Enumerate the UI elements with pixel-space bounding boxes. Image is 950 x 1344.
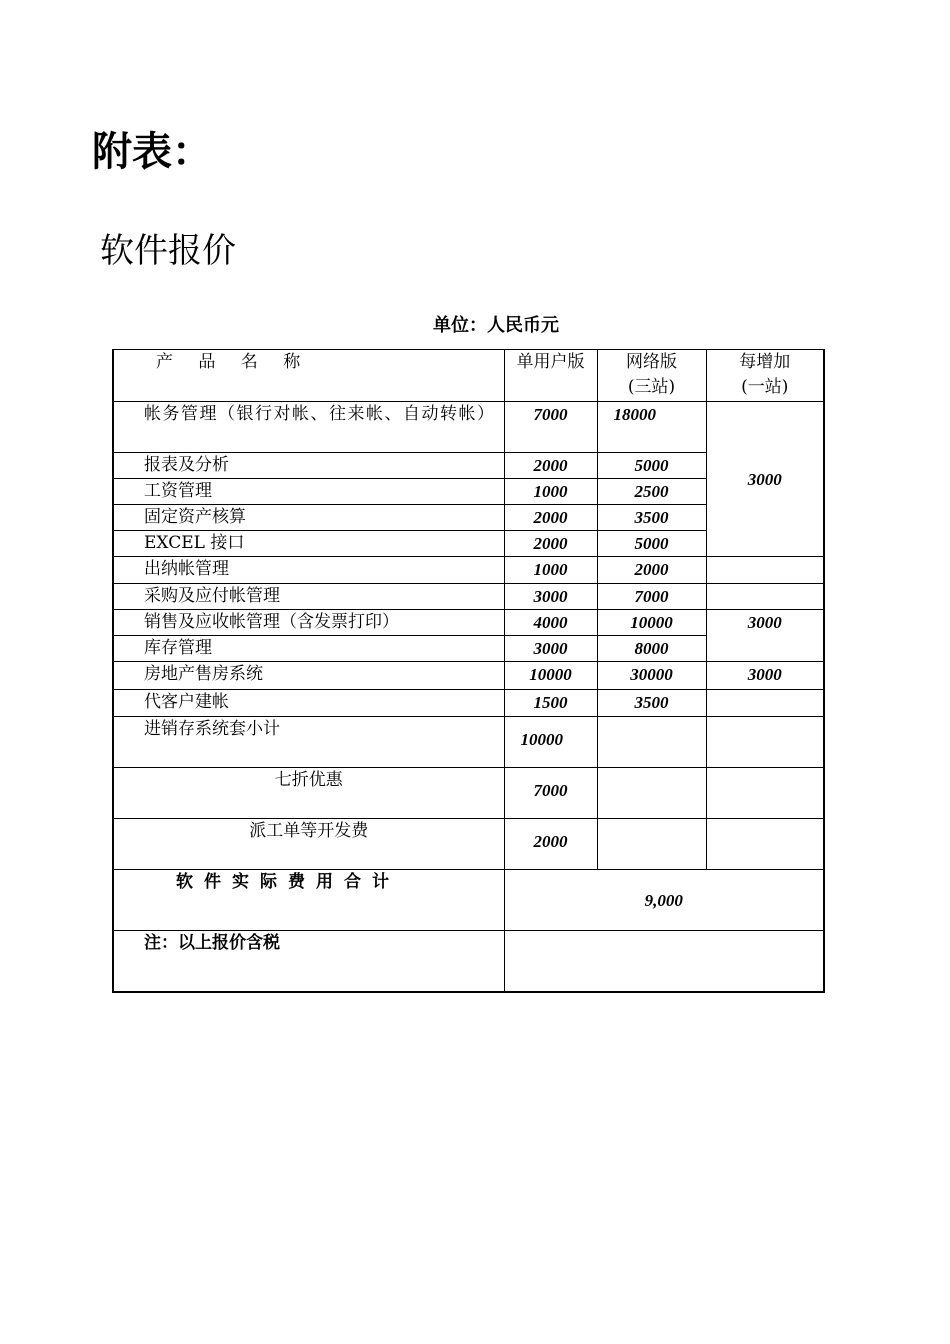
single-user-price: 3000 xyxy=(504,636,597,662)
total-label: 软件实际费用合计 xyxy=(113,870,504,931)
single-user-price: 2000 xyxy=(504,453,597,479)
tax-note: 注：以上报价含税 xyxy=(113,931,504,992)
discount-row xyxy=(113,768,824,819)
product-name: 代客户建帐 xyxy=(113,690,504,717)
table-row xyxy=(113,610,824,636)
header-network xyxy=(597,350,706,402)
network-price: 2500 xyxy=(597,479,706,505)
network-price: 10000 xyxy=(597,610,706,636)
product-name: 固定资产核算 xyxy=(113,505,504,531)
per-station-price xyxy=(706,584,824,610)
network-price: 30000 xyxy=(597,662,706,690)
network-price: 3500 xyxy=(597,505,706,531)
note-blank xyxy=(504,931,824,992)
header-product-name: 产 品 名 称 xyxy=(113,350,504,402)
per-station-price: 3000 xyxy=(706,610,824,662)
product-name: 采购及应付帐管理 xyxy=(113,584,504,610)
product-name: 房地产售房系统 xyxy=(113,662,504,690)
subtotal-network xyxy=(597,717,706,768)
unit-label: 单位：人民币元 xyxy=(433,315,559,336)
total-row xyxy=(113,870,824,931)
total-value: 9,000 xyxy=(504,870,824,931)
price-table xyxy=(112,349,825,993)
discount-per-station xyxy=(706,768,824,819)
discount-network xyxy=(597,768,706,819)
single-user-price: 1000 xyxy=(504,557,597,584)
page-heading: 附表： xyxy=(92,129,212,175)
product-name: 帐务管理（银行对帐、往来帐、自动转帐） xyxy=(113,402,504,453)
header-network-line2: (三站) xyxy=(627,377,676,397)
table-row xyxy=(113,402,824,453)
header-per-station xyxy=(706,350,824,402)
product-name: EXCEL 接口 xyxy=(113,531,504,557)
network-price: 7000 xyxy=(597,584,706,610)
product-name: 库存管理 xyxy=(113,636,504,662)
network-price: 18000 xyxy=(597,402,706,453)
table-row xyxy=(113,557,824,584)
network-price: 5000 xyxy=(597,453,706,479)
single-user-price: 7000 xyxy=(504,402,597,453)
custom-fee-label: 派工单等开发费 xyxy=(113,819,504,870)
single-user-price: 1000 xyxy=(504,479,597,505)
per-station-price: 3000 xyxy=(706,662,824,690)
single-user-price: 2000 xyxy=(504,531,597,557)
subtotal-per-station xyxy=(706,717,824,768)
per-station-price: 3000 xyxy=(706,402,824,557)
product-name: 出纳帐管理 xyxy=(113,557,504,584)
network-price: 3500 xyxy=(597,690,706,717)
single-user-price: 2000 xyxy=(504,505,597,531)
per-station-price xyxy=(706,557,824,584)
product-name: 报表及分析 xyxy=(113,453,504,479)
header-single-user: 单用户版 xyxy=(504,350,597,402)
subtotal-row xyxy=(113,717,824,768)
product-name: 销售及应收帐管理（含发票打印） xyxy=(113,610,504,636)
table-row xyxy=(113,584,824,610)
network-price: 5000 xyxy=(597,531,706,557)
header-network-line1: 网络版 xyxy=(626,352,677,372)
table-header-row xyxy=(113,350,824,402)
subtotal-value: 10000 xyxy=(504,717,597,768)
custom-fee-network xyxy=(597,819,706,870)
network-price: 2000 xyxy=(597,557,706,584)
network-price: 8000 xyxy=(597,636,706,662)
discount-label: 七折优惠 xyxy=(113,768,504,819)
custom-fee-value: 2000 xyxy=(504,819,597,870)
section-title: 软件报价 xyxy=(100,231,236,271)
custom-fee-row xyxy=(113,819,824,870)
table-row xyxy=(113,690,824,717)
discount-value: 7000 xyxy=(504,768,597,819)
subtotal-label: 进销存系统套小计 xyxy=(113,717,504,768)
product-name: 工资管理 xyxy=(113,479,504,505)
header-per-station-line1: 每增加 xyxy=(739,352,791,372)
custom-fee-per-station xyxy=(706,819,824,870)
single-user-price: 3000 xyxy=(504,584,597,610)
single-user-price: 4000 xyxy=(504,610,597,636)
note-row xyxy=(113,931,824,992)
single-user-price: 10000 xyxy=(504,662,597,690)
table-row xyxy=(113,662,824,690)
header-per-station-line2: (一站) xyxy=(741,377,789,397)
per-station-price xyxy=(706,690,824,717)
single-user-price: 1500 xyxy=(504,690,597,717)
